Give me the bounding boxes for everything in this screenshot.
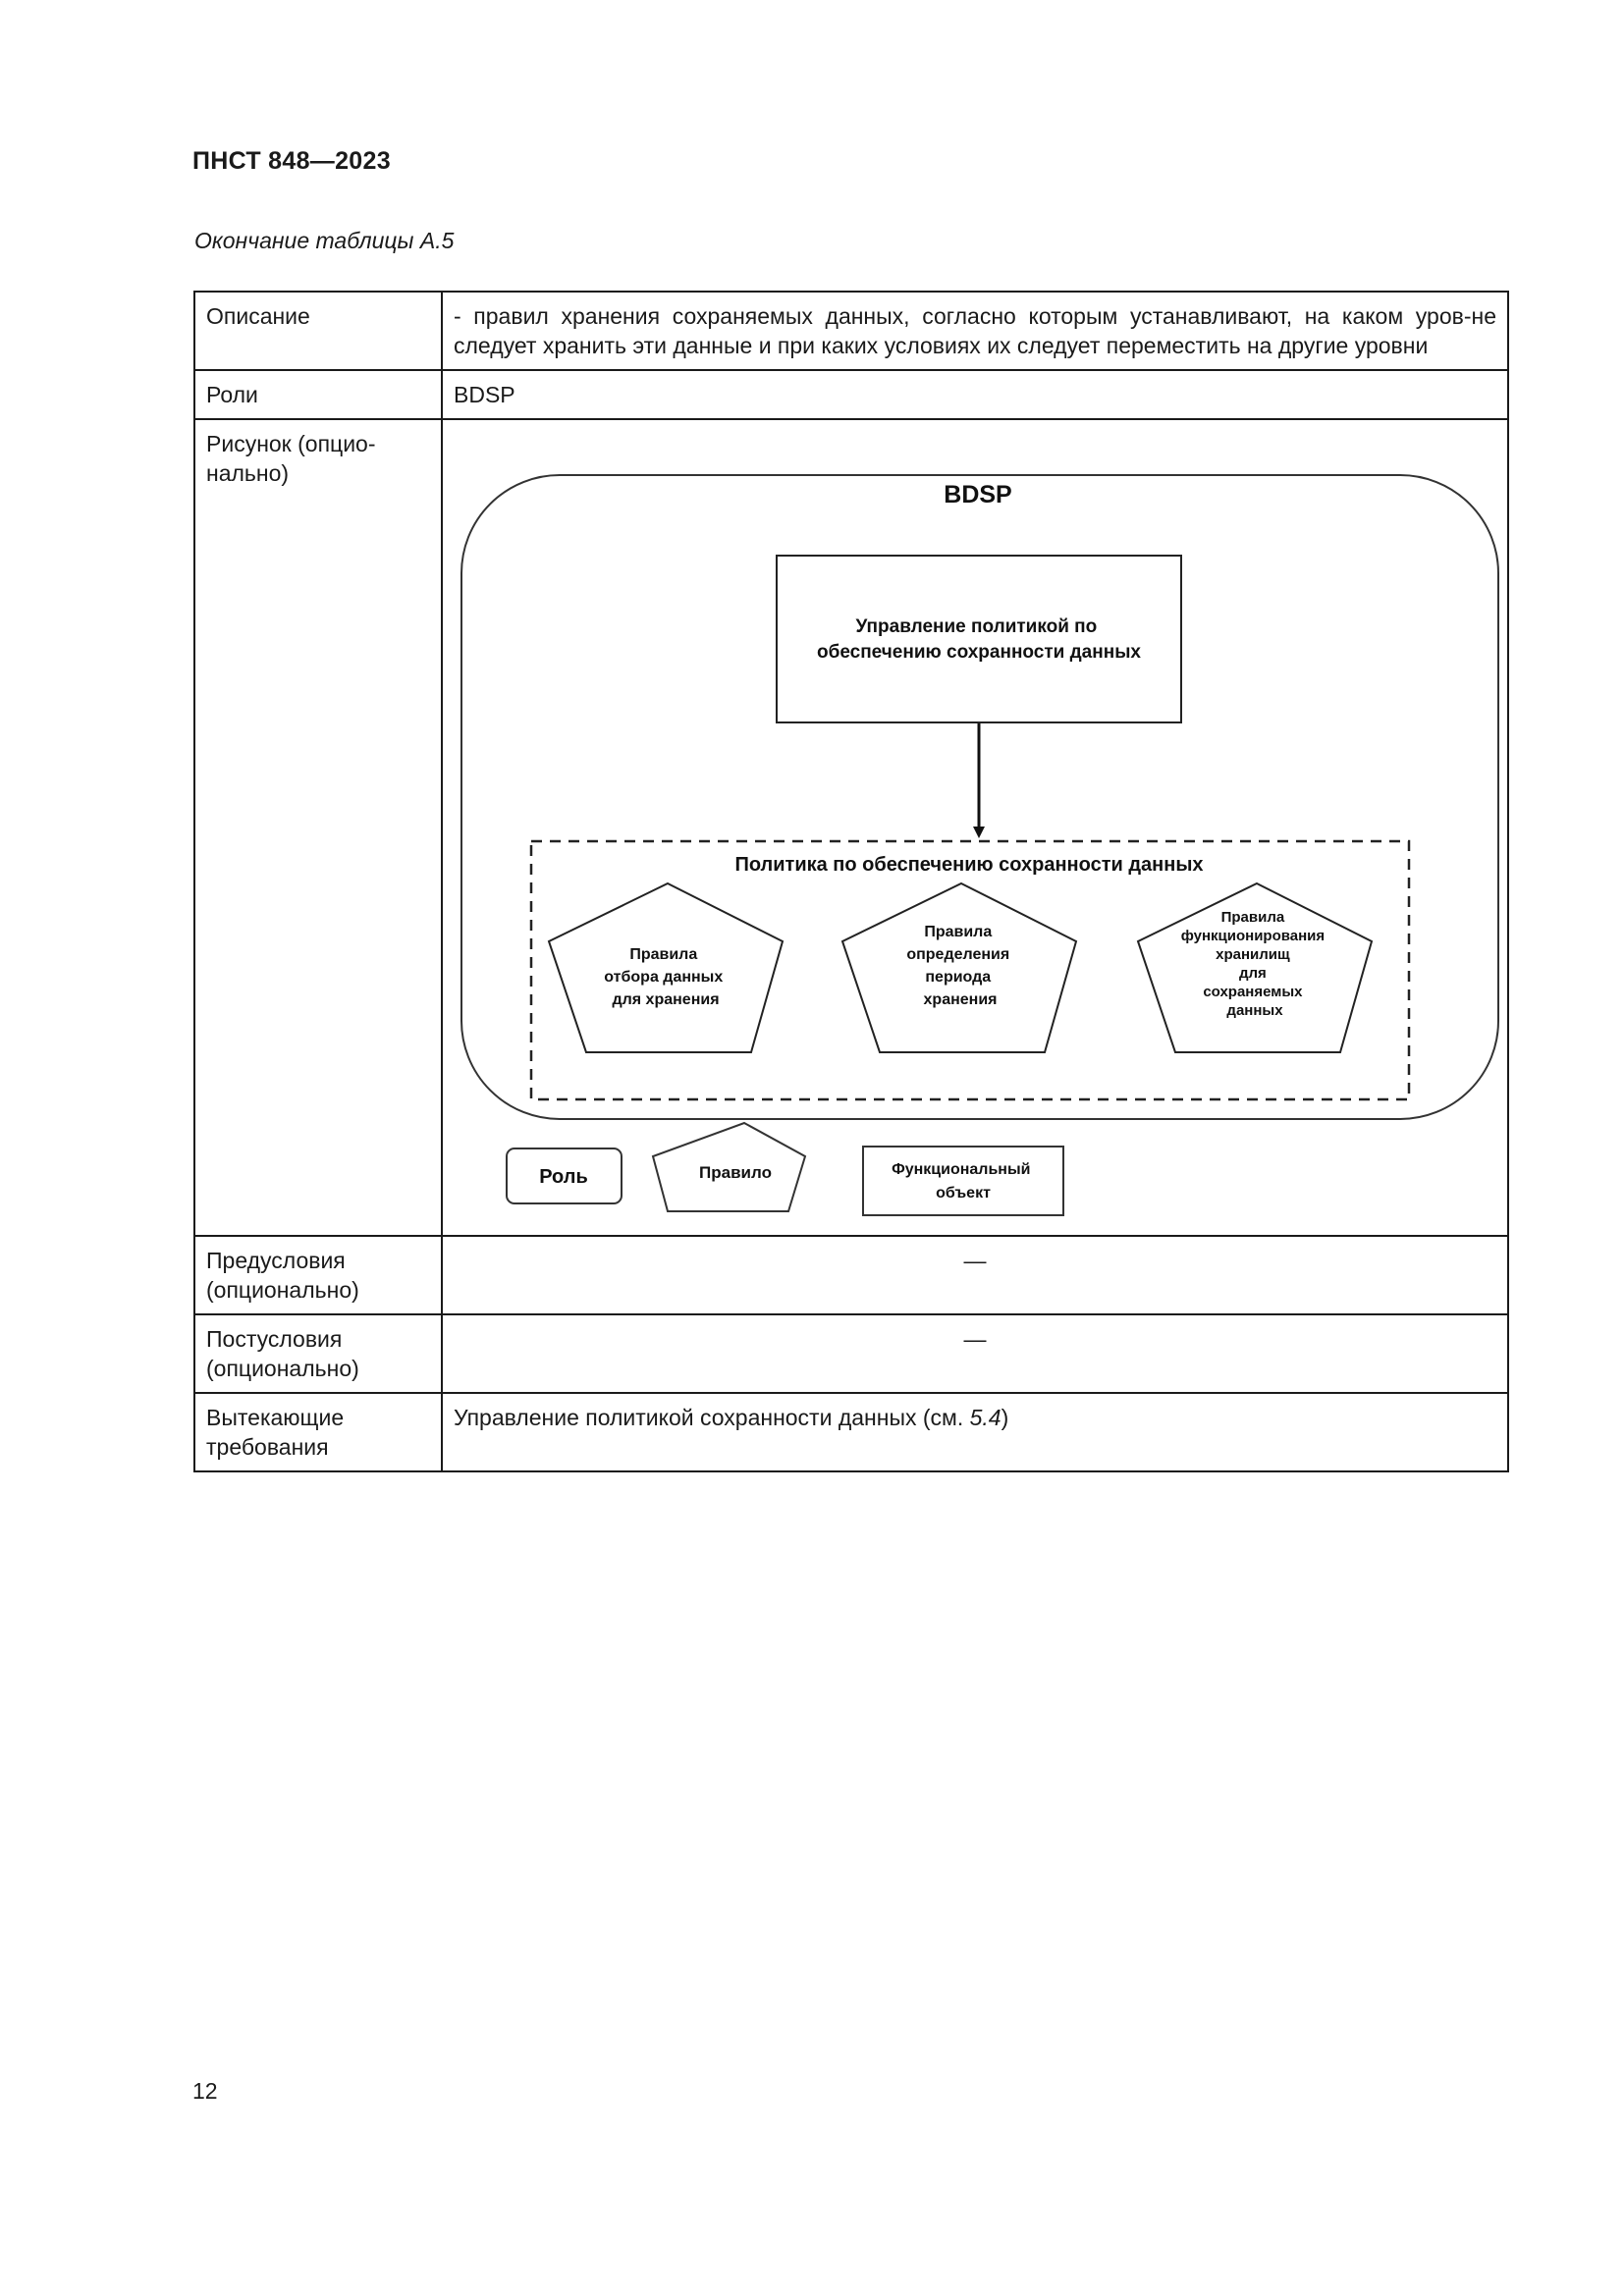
row-preconditions-value: — (442, 1236, 1508, 1314)
rule-1-line-2: отбора данных (604, 969, 724, 986)
row-requirements-value (442, 1393, 1508, 1471)
bdsp-container-title: BDSP (944, 481, 1012, 508)
row-figure-label: Рисунок (опцио-нально) (194, 419, 442, 1236)
rule-3-line-2: функционирования (1180, 928, 1326, 944)
row-roles (194, 370, 1508, 419)
legend-functional-object-line-1: Функциональный (892, 1161, 1031, 1178)
rule-2-line-3: периода (925, 969, 992, 986)
row-roles-value: BDSP (442, 370, 1508, 419)
rule-1-line-1: Правила (629, 946, 698, 963)
row-requirements-label: Вытекающие требования (194, 1393, 442, 1471)
row-figure-value (442, 419, 1508, 1236)
legend-rule-label: Правило (699, 1163, 772, 1182)
table-caption: Окончание таблицы А.5 (194, 228, 455, 253)
rule-3-line-1: Правила (1220, 909, 1285, 926)
row-postconditions-value: — (442, 1314, 1508, 1393)
legend-role-label: Роль (539, 1166, 588, 1188)
rule-3-line-5: сохраняемых (1203, 984, 1303, 1000)
rule-1-line-3: для хранения (612, 991, 720, 1008)
legend-functional-object-box (863, 1147, 1063, 1215)
row-figure (194, 419, 1508, 1236)
rule-3-line-4: для (1239, 965, 1267, 982)
requirements-section-ref: 5.4 (969, 1405, 1001, 1430)
page-number: 12 (192, 2078, 218, 2104)
row-postconditions (194, 1314, 1508, 1393)
row-roles-label: Роли (194, 370, 442, 419)
bdsp-diagram (443, 420, 1523, 1235)
policy-group-title: Политика по обеспечению сохранности данных (734, 854, 1204, 876)
row-description-label: Описание (194, 292, 442, 370)
row-preconditions (194, 1236, 1508, 1314)
requirements-text-suffix: ) (1001, 1405, 1009, 1430)
legend-functional-object-line-2: объект (936, 1185, 991, 1201)
rule-3-line-3: хранилищ (1216, 946, 1290, 963)
requirements-text-prefix: Управление политикой сохранности данных (см. (454, 1405, 970, 1430)
row-postconditions-label: Постусловия (опционально) (194, 1314, 442, 1393)
row-requirements (194, 1393, 1508, 1471)
process-box (777, 556, 1181, 722)
row-description (194, 292, 1508, 370)
row-preconditions-label: Предусловия (опционально) (194, 1236, 442, 1314)
process-box-line-1: Управление политикой по (855, 616, 1098, 637)
rule-2-line-2: определения (906, 946, 1010, 963)
document-header: ПНСТ 848—2023 (192, 147, 391, 175)
rule-3-line-6: данных (1226, 1002, 1283, 1019)
spec-table (193, 291, 1509, 1472)
rule-2-line-1: Правила (924, 924, 993, 940)
rule-2-line-4: хранения (923, 991, 998, 1008)
row-description-value: - правил хранения сохраняемых данных, согласно которым устанавливают, на каком уров-не следует хранить эти данные и при каких условиях их следует переместить на другие уровни (442, 292, 1508, 370)
process-box-line-2: обеспечению сохранности данных (816, 642, 1142, 663)
